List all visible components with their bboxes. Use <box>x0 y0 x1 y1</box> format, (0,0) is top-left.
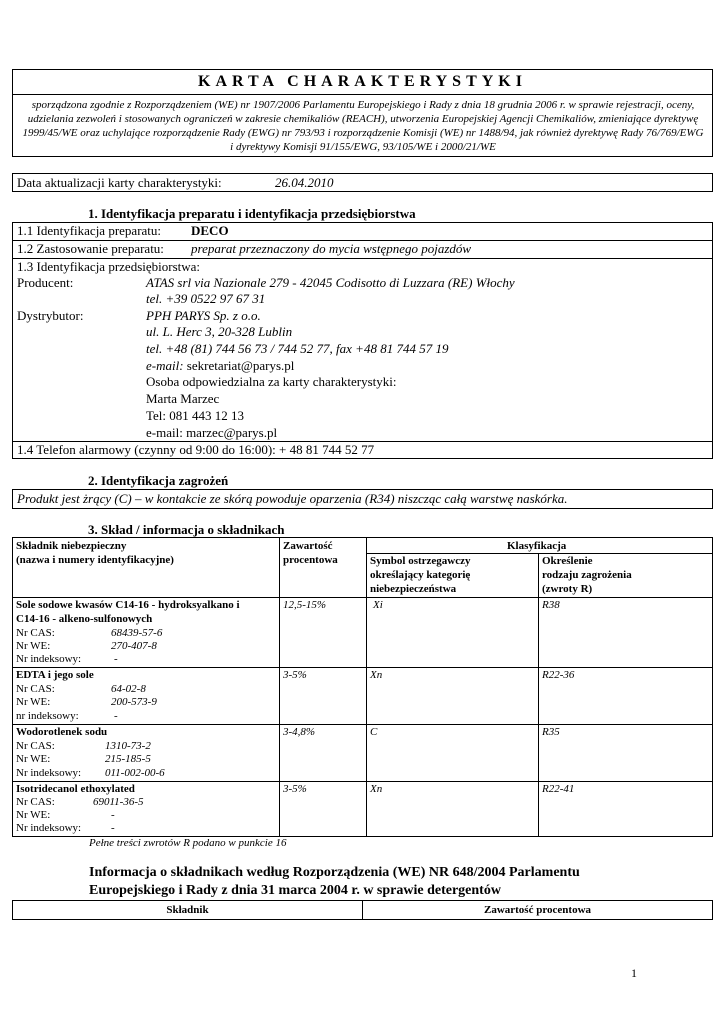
producer-label: Producent: <box>17 275 74 290</box>
index-number: 011-002-00-6 <box>105 767 165 779</box>
cas-label: Nr CAS: <box>16 796 55 808</box>
emergency-phone: 1.4 Telefon alarmowy (czynny od 9:00 do 16:00): + 48 81 744 52 77 <box>17 442 375 457</box>
component-name: Sole sodowe kwasów C14-16 - hydroksyalkano i <box>16 599 240 611</box>
distributor-email-line <box>146 358 294 374</box>
col-symbol-header-1: Symbol ostrzegawczy <box>370 555 471 567</box>
email-label: e-mail: <box>146 358 184 373</box>
we-label: Nr WE: <box>16 809 51 821</box>
hazard-symbol: Xn <box>370 783 383 795</box>
distributor-phone: tel. +48 (81) 744 56 73 / 744 52 77, fax +48 81 744 57 19 <box>146 341 449 356</box>
we-number: 215-185-5 <box>105 753 151 765</box>
distributor-address: ul. L. Herc 3, 20-328 Lublin <box>146 324 293 339</box>
col-symbol-header-2: określający kategorię <box>370 569 471 581</box>
section3-heading: 3. Skład / informacja o składnikach <box>88 522 285 537</box>
cas-label: Nr CAS: <box>16 683 55 695</box>
we-label: Nr WE: <box>16 753 51 765</box>
producer-address: ATAS srl via Nazionale 279 - 42045 Codisotto di Luzzara (RE) Włochy <box>146 275 515 290</box>
index-number: - <box>114 653 118 665</box>
cas-label: Nr CAS: <box>16 627 55 639</box>
index-label: Nr indeksowy: <box>16 822 82 834</box>
content-percent: 3-5% <box>283 669 307 681</box>
hazard-symbol: Xi <box>373 599 383 611</box>
detergent-info-heading-line1: Informacja o składnikach według Rozporządzenia (WE) NR 648/2004 Parlamentu <box>89 865 580 880</box>
document-title: KARTA CHARAKTERYSTYKI <box>198 73 527 90</box>
col-component-header: Składnik niebezpieczny <box>16 540 127 552</box>
r-phrase: R38 <box>542 599 560 611</box>
update-date-label: Data aktualizacji karty charakterystyki: <box>17 175 222 190</box>
header-box <box>12 69 713 157</box>
hazard-symbol: Xn <box>370 669 383 681</box>
distributor-email[interactable]: sekretariat@parys.pl <box>186 358 295 373</box>
detergent-col-content: Zawartość procentowa <box>483 904 592 916</box>
we-label: Nr WE: <box>16 696 51 708</box>
content-percent: 12,5-15% <box>283 599 327 611</box>
distributor-name: PPH PARYS Sp. z o.o. <box>146 308 261 323</box>
index-label: Nr indeksowy: <box>16 653 82 665</box>
col-component-subheader: (nazwa i numery identyfikacyjne) <box>16 554 174 566</box>
r-phrase: R22-41 <box>542 783 575 795</box>
index-number: - <box>114 710 118 722</box>
index-number: - <box>111 822 115 834</box>
r-phrases-note: Pełne treści zwrotów R podano w punkcie 16 <box>89 837 287 849</box>
index-label: nr indeksowy: <box>16 710 79 722</box>
component-name: Wodorotlenek sodu <box>16 726 108 738</box>
cas-number: 1310-73-2 <box>105 740 151 752</box>
cas-number: 64-02-8 <box>111 683 146 695</box>
producer-phone: tel. +39 0522 97 67 31 <box>146 291 266 306</box>
cas-number: 69011-36-5 <box>93 796 144 808</box>
we-number: 200-573-9 <box>111 696 157 708</box>
section1-heading: 1. Identyfikacja preparatu i identyfikacja przedsiębiorstwa <box>88 206 416 221</box>
preparation-name: DECO <box>191 223 229 238</box>
component-name-cont: C14-16 - alkeno-sulfonowych <box>16 613 153 625</box>
responsible-label: Osoba odpowiedzialna za karty charakterystyki: <box>146 374 397 389</box>
update-date-value: 26.04.2010 <box>275 175 334 190</box>
detergent-info-heading <box>89 864 580 900</box>
row-1-2-label: 1.2 Zastosowanie preparatu: <box>17 241 164 256</box>
we-number: - <box>111 809 115 821</box>
hazard-symbol: C <box>370 726 378 738</box>
r-phrase: R35 <box>542 726 560 738</box>
col-r-header-2: rodzaju zagrożenia <box>542 569 632 581</box>
composition-table <box>12 537 713 837</box>
component-name: Isotridecanol ethoxylated <box>16 783 135 795</box>
col-content-header: Zawartość <box>283 540 333 552</box>
preparation-use: preparat przeznaczony do mycia wstępnego pojazdów <box>191 241 472 256</box>
page-number: 1 <box>631 966 637 980</box>
index-label: Nr indeksowy: <box>16 767 82 779</box>
section1-table <box>12 222 713 459</box>
col-r-header-3: (zwroty R) <box>542 583 593 595</box>
content-percent: 3-5% <box>283 783 307 795</box>
we-label: Nr WE: <box>16 640 51 652</box>
responsible-email[interactable]: e-mail: marzec@parys.pl <box>146 425 278 440</box>
section2-heading: 2. Identyfikacja zagrożeń <box>88 473 229 488</box>
hazards-box <box>12 489 713 509</box>
component-name: EDTA i jego sole <box>16 669 94 681</box>
responsible-name: Marta Marzec <box>146 391 220 406</box>
row-1-3-label: 1.3 Identyfikacja przedsiębiorstwa: <box>17 259 201 274</box>
r-phrase: R22-36 <box>542 669 575 681</box>
cas-label: Nr CAS: <box>16 740 55 752</box>
detergent-info-heading-line2: Europejskiego i Rady z dnia 31 marca 2004 r. w sprawie detergentów <box>89 883 501 898</box>
content-percent: 3-4,8% <box>283 726 316 738</box>
detergent-col-component: Składnik <box>166 904 209 916</box>
responsible-phone: Tel: 081 443 12 13 <box>146 408 245 423</box>
col-content-subheader: procentowa <box>283 554 338 566</box>
classification-header: Klasyfikacja <box>507 540 567 552</box>
col-symbol-header-3: niebezpieczeństwa <box>370 583 457 595</box>
we-number: 270-407-8 <box>111 640 157 652</box>
col-r-header-1: Określenie <box>542 555 593 567</box>
detergent-table <box>12 900 713 920</box>
cas-number: 68439-57-6 <box>111 627 163 639</box>
update-date-box <box>12 173 713 192</box>
regulation-subtitle: sporządzona zgodnie z Rozporządzeniem (WE) nr 1907/2006 Parlamentu Europejskiego i Rady z dnia 18 grudnia 2006 r. w sprawie rejestracji, oceny, udzielania zezwoleń i stosowanych ograniczeń w zakresie chemikaliów (REACH), utworzenia Europejskiej Agencji Chemikaliów, zmieniające dyrektywę 1999/45/WE oraz uchylające rozporządzenie Rady (EWG) nr 793/93 i rozporządzenie Komisji (WE) nr 1488/94, jak również dyrektywę Rady 76/769/EWG i dyrektywy Komisji 91/155/EWG, 93/105/WE i 2000/21/WE <box>22 99 704 153</box>
hazards-text: Produkt jest żrący (C) – w kontakcie ze skórą powoduje oparzenia (R34) niszcząc całą warstwę naskórka. <box>17 491 568 506</box>
distributor-label: Dystrybutor: <box>17 308 84 323</box>
row-1-1-label: 1.1 Identyfikacja preparatu: <box>17 223 162 238</box>
